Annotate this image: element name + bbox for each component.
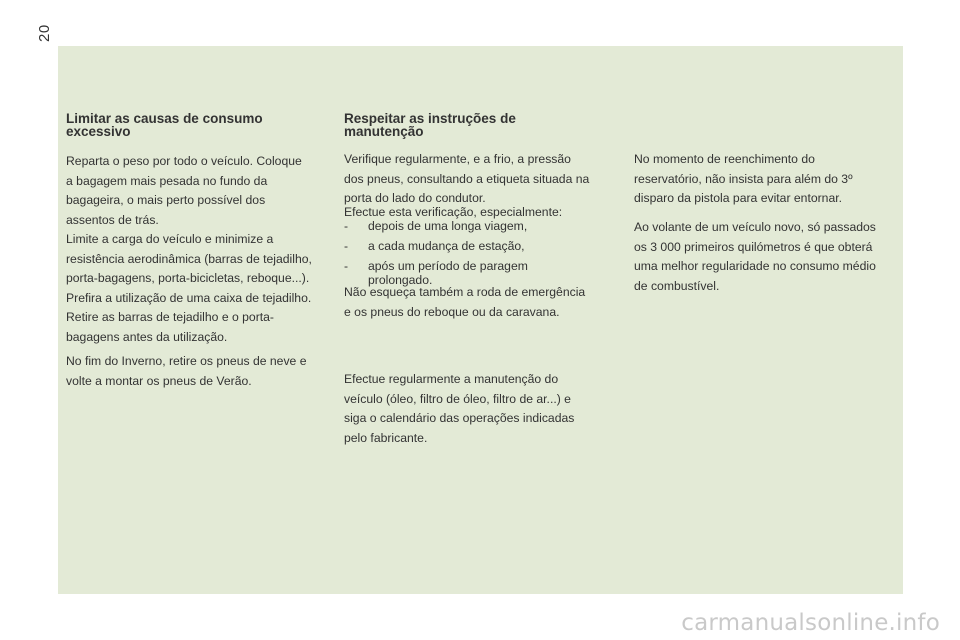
paragraph-regular-maintenance: Efectue regularmente a manutenção do veículo (óleo, filtro de óleo, filtro de ar...) e siga o calendário das operações indicadas pelo fabricante.	[344, 372, 575, 445]
paragraph-tyre-pressure: Verifique regularmente, e a frio, a pressão dos pneus, consultando a etiqueta situada na porta do lado do condutor.	[344, 152, 590, 205]
paragraph-check-intro: Efectue esta verificação, especialmente:	[344, 205, 563, 219]
content-panel	[58, 46, 903, 594]
paragraph-spare-wheel: Não esqueça também a roda de emergência e os pneus do reboque ou da caravana.	[344, 285, 586, 319]
bullet-dash: -	[344, 239, 349, 253]
paragraph-refuelling: No momento de reenchimento do reservatório, não insista para além do 3º disparo da pistola para evitar entornar.	[634, 152, 853, 205]
paragraph-winter-tyres: No fim do Inverno, retire os pneus de neve e volte a montar os pneus de Verão.	[66, 354, 307, 388]
watermark: carmanualsonline.info	[681, 610, 940, 636]
paragraph-new-vehicle: Ao volante de um veículo novo, só passados os 3 000 primeiros quilómetros é que obterá uma melhor regularidade no consumo médio de combustível.	[634, 220, 876, 293]
heading-limit-consumption: Limitar as causas de consumo excessivo	[66, 111, 263, 139]
heading-maintenance: Respeitar as instruções de manutenção	[344, 111, 516, 139]
list-item	[344, 239, 614, 253]
list-item-text: após um período de paragem prolongado.	[368, 259, 528, 287]
list-item-text: depois de uma longa viagem,	[368, 219, 528, 233]
list-item-text: a cada mudança de estação,	[368, 239, 525, 253]
list-item	[344, 219, 614, 233]
check-list	[344, 219, 614, 293]
bullet-dash: -	[344, 219, 349, 233]
paragraph-weight-distribution: Reparta o peso por todo o veículo. Coloque a bagagem mais pesada no fundo da bagageira, o mais perto possível dos assentos de trás. Limite a carga do veículo e minimize a resistência aerodinâmica (barras de tejadilho, porta-bagagens, porta-bicicletas, reboque...). Prefira a utilização de uma caixa de tejadilho. Retire as barras de tejadilho e o porta- bagagens antes da utilização.	[66, 154, 312, 344]
page-number: 20	[36, 24, 53, 42]
bullet-dash: -	[344, 259, 349, 273]
